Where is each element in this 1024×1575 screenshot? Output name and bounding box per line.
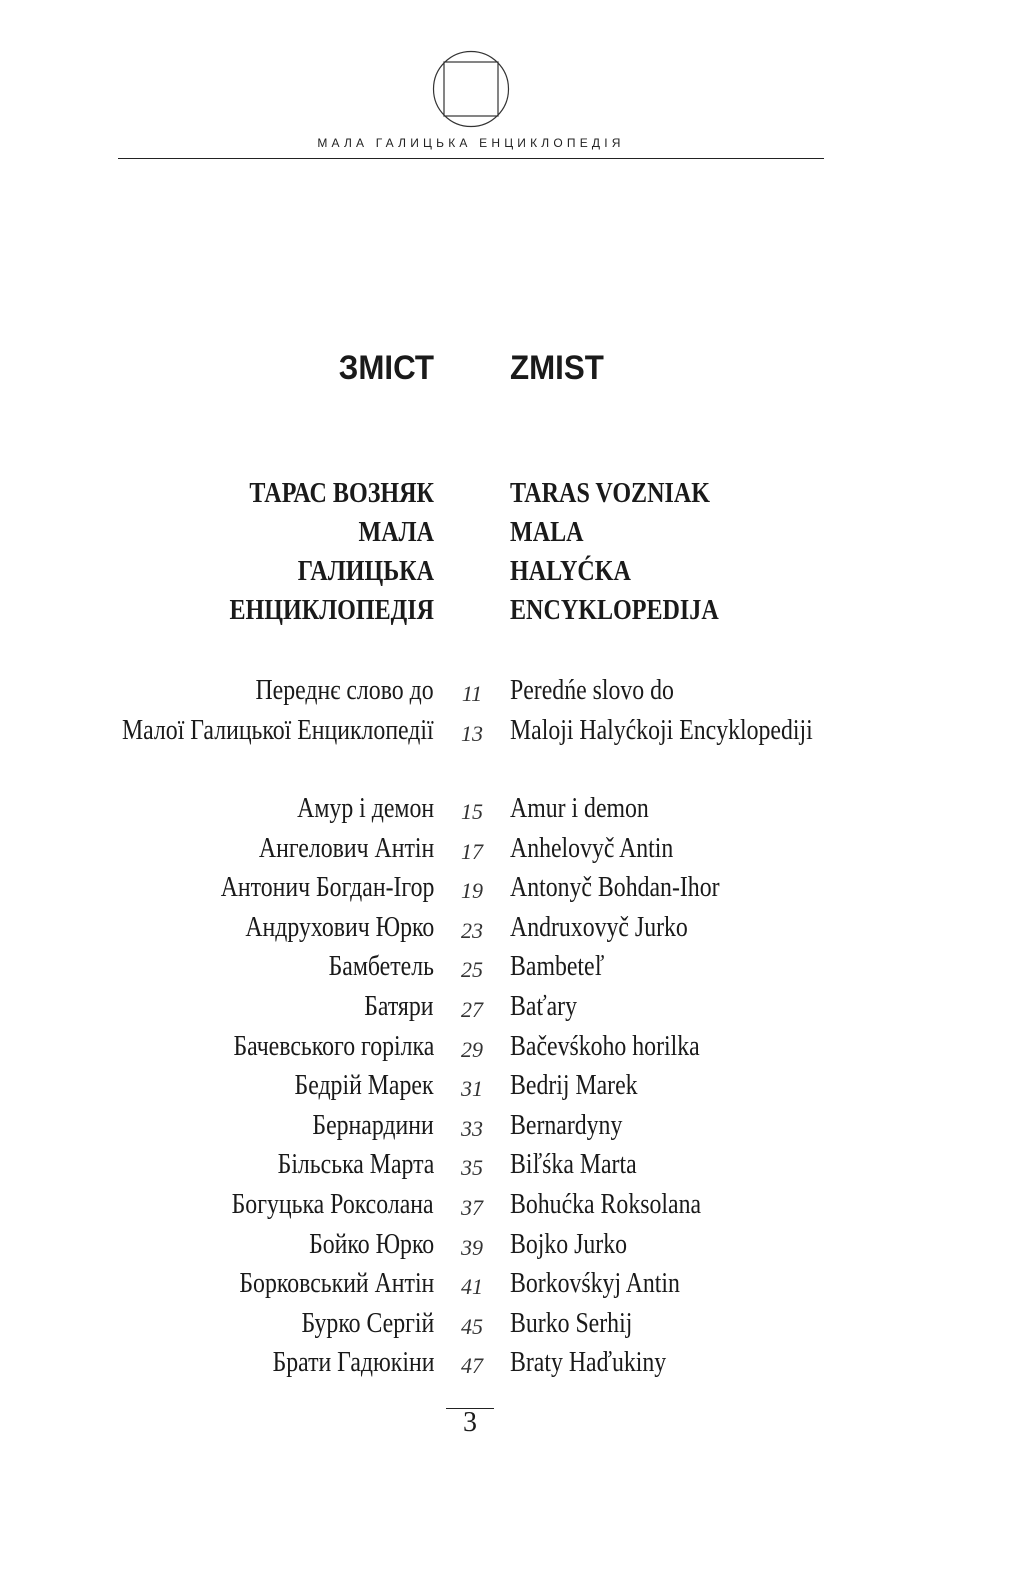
toc-row[interactable] <box>0 789 1024 829</box>
toc-entry-lat: Anhelovyč Antin <box>510 832 674 864</box>
toc-entry-ua: Амур і демон <box>297 793 434 824</box>
toc-entry-ua: Антонич Богдан-Ігор <box>220 872 434 904</box>
toc-row[interactable] <box>0 987 1024 1027</box>
toc-entry-ua: Бурко Сергій <box>301 1307 434 1339</box>
page-number: 3 <box>463 1407 477 1438</box>
toc-entry-lat: Antonyč Bohdan-Ihor <box>510 872 720 904</box>
toc-row[interactable] <box>0 1066 1024 1106</box>
toc-entry-ua: Бедрій Марек <box>295 1070 434 1102</box>
toc-page-number: 33 <box>461 1115 483 1141</box>
circle-square-emblem-icon <box>431 49 511 129</box>
toc-entry-lat: Baťary <box>510 990 578 1022</box>
toc-entry-ua: Малої Галицької Енциклопедії <box>122 714 434 746</box>
toc-page-number: 25 <box>461 957 483 983</box>
book-title-lat-line: MALA <box>510 517 584 548</box>
book-title-ua-line: ЕНЦИКЛОПЕДІЯ <box>229 595 434 626</box>
toc-row[interactable] <box>0 671 1024 711</box>
toc-intro-section <box>0 671 1024 750</box>
toc-row[interactable] <box>0 1343 1024 1383</box>
toc-page-number: 19 <box>461 878 483 904</box>
toc-entry-ua: Переднє слово до <box>255 675 434 706</box>
toc-entry-ua: Бернардини <box>312 1109 434 1141</box>
toc-row[interactable] <box>0 1264 1024 1304</box>
toc-entry-ua: Батяри <box>364 990 434 1022</box>
toc-page-number: 31 <box>461 1076 483 1102</box>
toc-page-number: 27 <box>461 996 483 1022</box>
toc-entry-ua: Богуцька Роксолана <box>232 1188 434 1220</box>
book-title-ua <box>147 474 434 630</box>
toc-page-number: 45 <box>461 1313 483 1339</box>
toc-row[interactable] <box>0 1185 1024 1225</box>
toc-page-number: 37 <box>461 1194 483 1220</box>
toc-entry-ua: Більська Марта <box>277 1149 434 1181</box>
toc-row[interactable] <box>0 1225 1024 1265</box>
toc-entry-ua: Ангелович Антін <box>258 832 434 864</box>
toc-row[interactable] <box>0 829 1024 869</box>
toc-entry-lat: Bojko Jurko <box>510 1228 628 1260</box>
toc-page-number: 23 <box>461 917 483 943</box>
toc-page-number: 15 <box>461 799 483 824</box>
book-title-lat <box>510 474 854 630</box>
contents-title-ua: ЗМІСТ <box>338 349 434 387</box>
toc-entry-lat: Burko Serhij <box>510 1307 633 1339</box>
running-title: МАЛА ГАЛИЦЬКА ЕНЦИКЛОПЕДІЯ <box>317 136 625 150</box>
toc-entry-ua: Андрухович Юрко <box>245 911 434 943</box>
toc-row[interactable] <box>0 711 1024 751</box>
header-divider <box>118 158 824 159</box>
toc-entry-ua: Борковський Антін <box>239 1268 434 1300</box>
toc-entry-lat: Braty Haďukiny <box>510 1347 667 1379</box>
toc-row[interactable] <box>0 1145 1024 1185</box>
toc-entry-ua: Бамбетель <box>328 951 434 983</box>
toc-page-number: 29 <box>461 1036 483 1062</box>
toc-entry-lat: Amur i demon <box>510 793 649 824</box>
toc-entry-lat: Peredńe slovo do <box>510 675 674 706</box>
toc-entry-lat: Andruxovyč Jurko <box>510 911 688 943</box>
book-title-ua-line: МАЛА <box>358 517 434 548</box>
toc-row[interactable] <box>0 1106 1024 1146</box>
toc-row[interactable] <box>0 947 1024 987</box>
toc-entry-ua: Бойко Юрко <box>308 1228 434 1260</box>
book-title-lat-line: TARAS VOZNIAK <box>510 478 711 509</box>
toc-page-number: 13 <box>461 720 483 746</box>
contents-title-lat: ZMIST <box>510 349 604 387</box>
toc-page-number: 39 <box>461 1234 483 1260</box>
toc-page-number: 17 <box>461 838 483 864</box>
toc-row[interactable] <box>0 1304 1024 1344</box>
book-title-ua-line: ТАРАС ВОЗНЯК <box>249 478 434 509</box>
toc-page-number: 41 <box>461 1274 483 1300</box>
book-title-ua-line: ГАЛИЦЬКА <box>297 556 434 587</box>
toc-entry-lat: Bohućka Roksolana <box>510 1188 702 1220</box>
toc-row[interactable] <box>0 1027 1024 1067</box>
toc-entry-lat: Bačevśkoho horilka <box>510 1030 700 1062</box>
toc-entry-lat: Maloji Halyćkoji Encyklopediji <box>510 714 813 746</box>
toc-entry-lat: Bedrij Marek <box>510 1070 638 1102</box>
toc-entry-lat: Borkovśkyj Antin <box>510 1268 680 1300</box>
toc-entry-lat: Bernardyny <box>510 1109 623 1141</box>
book-title-lat-line: ENCYKLOPEDIJA <box>510 595 719 626</box>
toc-page-number: 11 <box>461 681 483 706</box>
toc-page-number: 35 <box>461 1155 483 1181</box>
toc-entries-section <box>0 789 1024 1383</box>
toc-row[interactable] <box>0 908 1024 948</box>
toc-page-number: 47 <box>461 1353 483 1379</box>
toc-entry-lat: Biľśka Marta <box>510 1149 637 1181</box>
toc-entry-lat: Bambeteľ <box>510 951 605 983</box>
toc-entry-ua: Брати Гадюкіни <box>272 1347 434 1379</box>
toc-row[interactable] <box>0 868 1024 908</box>
book-title-lat-line: HALYĆKA <box>510 556 631 587</box>
toc-entry-ua: Бачевського горілка <box>233 1030 434 1062</box>
